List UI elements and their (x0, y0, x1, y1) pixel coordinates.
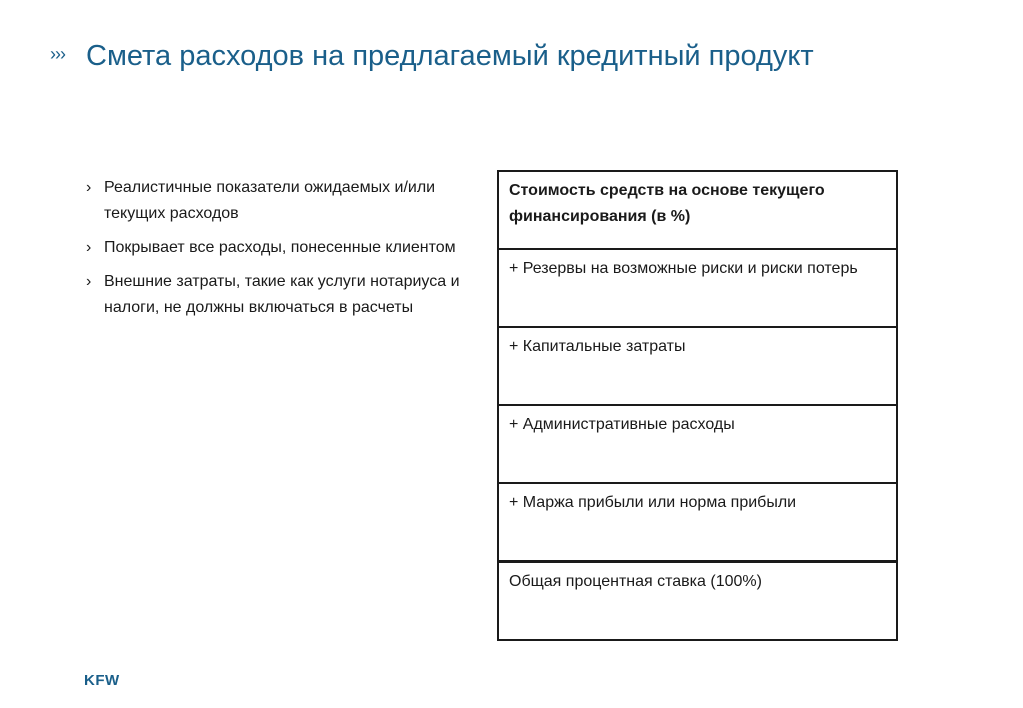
bullet-text: Реалистичные показатели ожидаемых и/или текущих расходов (104, 179, 436, 222)
bullet-item (86, 235, 481, 261)
bullet-chevron-icon: › (86, 273, 92, 290)
bullet-item (86, 175, 481, 227)
bullet-item (86, 269, 481, 321)
table-row (498, 249, 897, 327)
table-row (498, 171, 897, 249)
table-cell-profit-margin: + Маржа прибыли или норма прибыли (498, 483, 897, 562)
table-cell-capital-costs: + Капитальные затраты (498, 327, 897, 405)
table-row (498, 327, 897, 405)
table-cell-risk-reserves: + Резервы на возможные риски и риски потерь (498, 249, 897, 327)
table-cell-cost-of-funds: Стоимость средств на основе текущего финансирования (в %) (498, 171, 897, 249)
page-title: Смета расходов на предлагаемый кредитный продукт (86, 40, 814, 72)
bullet-chevron-icon: › (86, 179, 92, 196)
table-cell-total-rate: Общая процентная ставка (100%) (498, 562, 897, 641)
table-total-row (498, 562, 897, 641)
bullet-text: Внешние затраты, такие как услуги нотариуса и налоги, не должны включаться в расчеты (104, 273, 460, 316)
bullet-list (86, 175, 481, 329)
cost-breakdown-table (497, 170, 898, 641)
title-chevrons-icon: ››› (50, 44, 65, 64)
bullet-chevron-icon: › (86, 239, 92, 256)
table-row (498, 483, 897, 562)
kfw-logo: KFW (84, 672, 120, 689)
bullet-text: Покрывает все расходы, понесенные клиентом (104, 239, 456, 256)
table-row (498, 405, 897, 483)
table-cell-admin-expenses: + Административные расходы (498, 405, 897, 483)
